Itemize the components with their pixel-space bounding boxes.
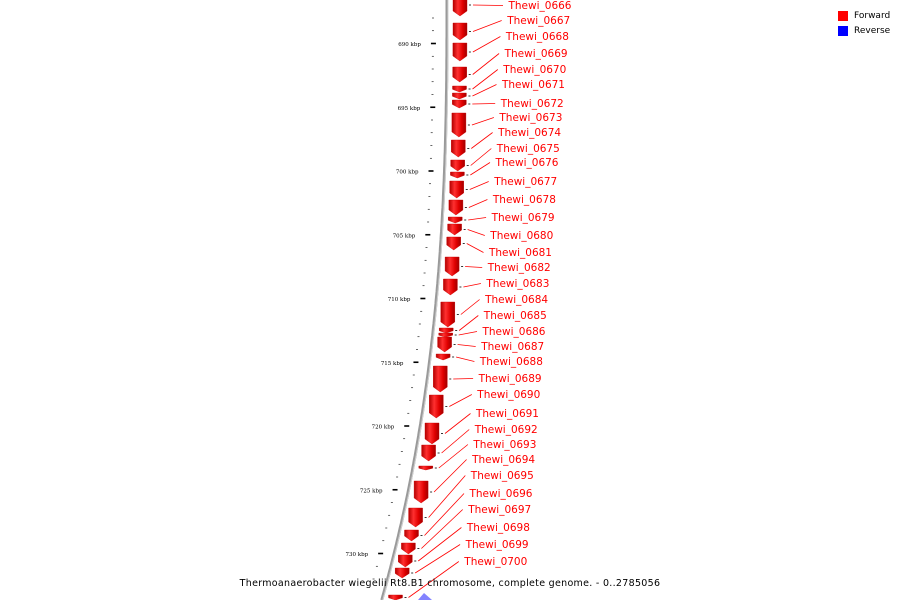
gene-feature[interactable]: [448, 217, 462, 223]
gene-feature[interactable]: [452, 100, 466, 108]
ruler-tick-label: 730 kbp: [345, 552, 369, 558]
gene-label[interactable]: Thewi_0684: [485, 294, 549, 306]
gene-label[interactable]: Thewi_0675: [496, 143, 560, 155]
gene-label[interactable]: Thewi_0677: [494, 176, 558, 188]
legend-label-reverse: Reverse: [854, 25, 891, 36]
gene-label[interactable]: Thewi_0666: [508, 0, 572, 12]
gene-feature[interactable]: [409, 508, 423, 527]
gene-label[interactable]: Thewi_0694: [472, 454, 536, 466]
gene-feature[interactable]: [448, 224, 462, 235]
gene-label[interactable]: Thewi_0689: [478, 373, 542, 385]
genome-caption: Thermoanaerobacter wiegelii Rt8.B1 chromosome, complete genome. - 0..2785056: [239, 578, 661, 589]
gene-leader-line: [418, 528, 461, 562]
gene-leader-line: [470, 182, 489, 190]
gene-leader-line: [468, 230, 485, 236]
gene-leader-line: [459, 332, 477, 336]
gene-label[interactable]: Thewi_0669: [504, 48, 568, 60]
gene-label[interactable]: Thewi_0693: [473, 439, 537, 451]
gene-leader-line: [473, 21, 502, 32]
gene-feature[interactable]: [429, 395, 443, 418]
ruler-tick-label: 715 kbp: [380, 360, 404, 367]
gene-leader-line: [456, 357, 474, 362]
gene-feature[interactable]: [425, 423, 439, 444]
gene-label[interactable]: Thewi_0690: [477, 389, 541, 401]
ruler-tick-label: 725 kbp: [359, 488, 383, 495]
gene-leader-line: [434, 460, 467, 493]
gene-label[interactable]: Thewi_0698: [466, 522, 530, 534]
gene-feature[interactable]: [439, 333, 453, 337]
gene-feature[interactable]: [452, 93, 466, 99]
gene-leader-line: [472, 118, 494, 126]
gene-label[interactable]: Thewi_0697: [468, 504, 532, 516]
gene-leader-line: [473, 37, 501, 53]
gene-label[interactable]: Thewi_0683: [486, 278, 550, 290]
gene-label[interactable]: Thewi_0681: [488, 247, 553, 259]
gene-leader-line: [470, 163, 490, 176]
gene-leader-line: [473, 5, 503, 6]
legend-label-forward: Forward: [854, 10, 891, 21]
gene-label[interactable]: Thewi_0695: [470, 470, 534, 482]
gene-feature[interactable]: [450, 181, 464, 198]
gene-leader-line: [465, 267, 482, 268]
gene-label[interactable]: Thewi_0691: [475, 408, 540, 420]
gene-feature[interactable]: [452, 113, 466, 137]
gene-feature[interactable]: [443, 279, 457, 295]
gene-feature[interactable]: [451, 160, 465, 171]
gene-feature[interactable]: [441, 302, 455, 327]
gene-label[interactable]: Thewi_0687: [481, 341, 545, 353]
gene-leader-line: [458, 345, 476, 347]
gene-leader-line: [471, 149, 492, 166]
gene-leader-line: [463, 284, 480, 288]
gene-leader-line: [439, 445, 468, 469]
gene-leader-line: [459, 316, 478, 331]
gene-feature[interactable]: [422, 445, 436, 461]
ruler-tick-label: 695 kbp: [397, 105, 421, 112]
gene-label[interactable]: Thewi_0678: [492, 194, 556, 206]
gene-label[interactable]: Thewi_0685: [483, 310, 547, 322]
ruler-tick-label: 690 kbp: [398, 42, 421, 48]
gene-label[interactable]: Thewi_0673: [499, 112, 563, 124]
legend-item-forward[interactable]: [838, 8, 890, 23]
gene-label[interactable]: Thewi_0679: [491, 212, 555, 224]
gene-feature[interactable]: [419, 466, 433, 470]
gene-feature[interactable]: [389, 595, 403, 600]
gene-label[interactable]: Thewi_0680: [490, 230, 554, 242]
gene-feature[interactable]: [450, 172, 464, 178]
forward-swatch-icon: [838, 11, 848, 21]
gene-label[interactable]: Thewi_0668: [505, 31, 569, 43]
gene-leader-line: [472, 104, 495, 105]
gene-feature[interactable]: [398, 555, 412, 567]
gene-feature[interactable]: [439, 328, 453, 333]
gene-label[interactable]: Thewi_0671: [501, 79, 566, 91]
gene-leader-line: [445, 414, 471, 434]
gene-feature[interactable]: [451, 140, 465, 157]
gene-leader-line: [461, 300, 480, 315]
reverse-gene-fragment: [418, 593, 432, 600]
gene-feature[interactable]: [433, 366, 447, 392]
gene-label[interactable]: Thewi_0672: [500, 98, 564, 110]
gene-label[interactable]: Thewi_0696: [469, 488, 533, 500]
legend-item-reverse[interactable]: [838, 23, 890, 38]
gene-feature[interactable]: [453, 23, 467, 40]
gene-feature[interactable]: [445, 257, 459, 276]
gene-label[interactable]: Thewi_0670: [503, 64, 567, 76]
gene-feature[interactable]: [405, 530, 419, 541]
legend: [838, 8, 890, 38]
gene-feature[interactable]: [438, 337, 452, 352]
gene-feature[interactable]: [453, 0, 467, 16]
gene-label[interactable]: Thewi_0674: [498, 127, 562, 139]
gene-label[interactable]: Thewi_0700: [464, 556, 528, 568]
gene-label[interactable]: Thewi_0692: [474, 424, 538, 436]
gene-feature[interactable]: [449, 200, 463, 215]
gene-leader-line: [468, 218, 486, 221]
gene-leader-line: [453, 379, 473, 380]
gene-feature[interactable]: [395, 568, 409, 578]
gene-leader-line: [469, 200, 488, 208]
gene-feature[interactable]: [436, 354, 450, 360]
gene-feature[interactable]: [453, 67, 467, 82]
ruler-tick-label: 700 kbp: [395, 169, 419, 176]
ruler-tick-label: 710 kbp: [387, 297, 411, 303]
gene-label[interactable]: Thewi_0667: [507, 15, 571, 27]
gene-leader-line: [449, 395, 471, 407]
gene-leader-line: [471, 133, 492, 149]
ruler-tick-label: 720 kbp: [371, 424, 395, 431]
gene-label[interactable]: Thewi_0699: [465, 539, 529, 551]
ruler-tick-label: 705 kbp: [392, 233, 416, 240]
gene-label[interactable]: Thewi_0682: [487, 262, 551, 274]
gene-feature[interactable]: [414, 481, 428, 503]
gene-feature[interactable]: [401, 543, 415, 554]
gene-label[interactable]: Thewi_0686: [482, 326, 546, 338]
gene-leader-line: [415, 545, 460, 574]
gene-label[interactable]: Thewi_0676: [495, 157, 559, 169]
gene-leader-line: [467, 244, 484, 253]
reverse-swatch-icon: [838, 26, 848, 36]
gene-feature[interactable]: [453, 86, 467, 92]
gene-feature[interactable]: [453, 43, 467, 61]
gene-feature[interactable]: [447, 237, 461, 250]
gene-label[interactable]: Thewi_0688: [479, 356, 543, 368]
